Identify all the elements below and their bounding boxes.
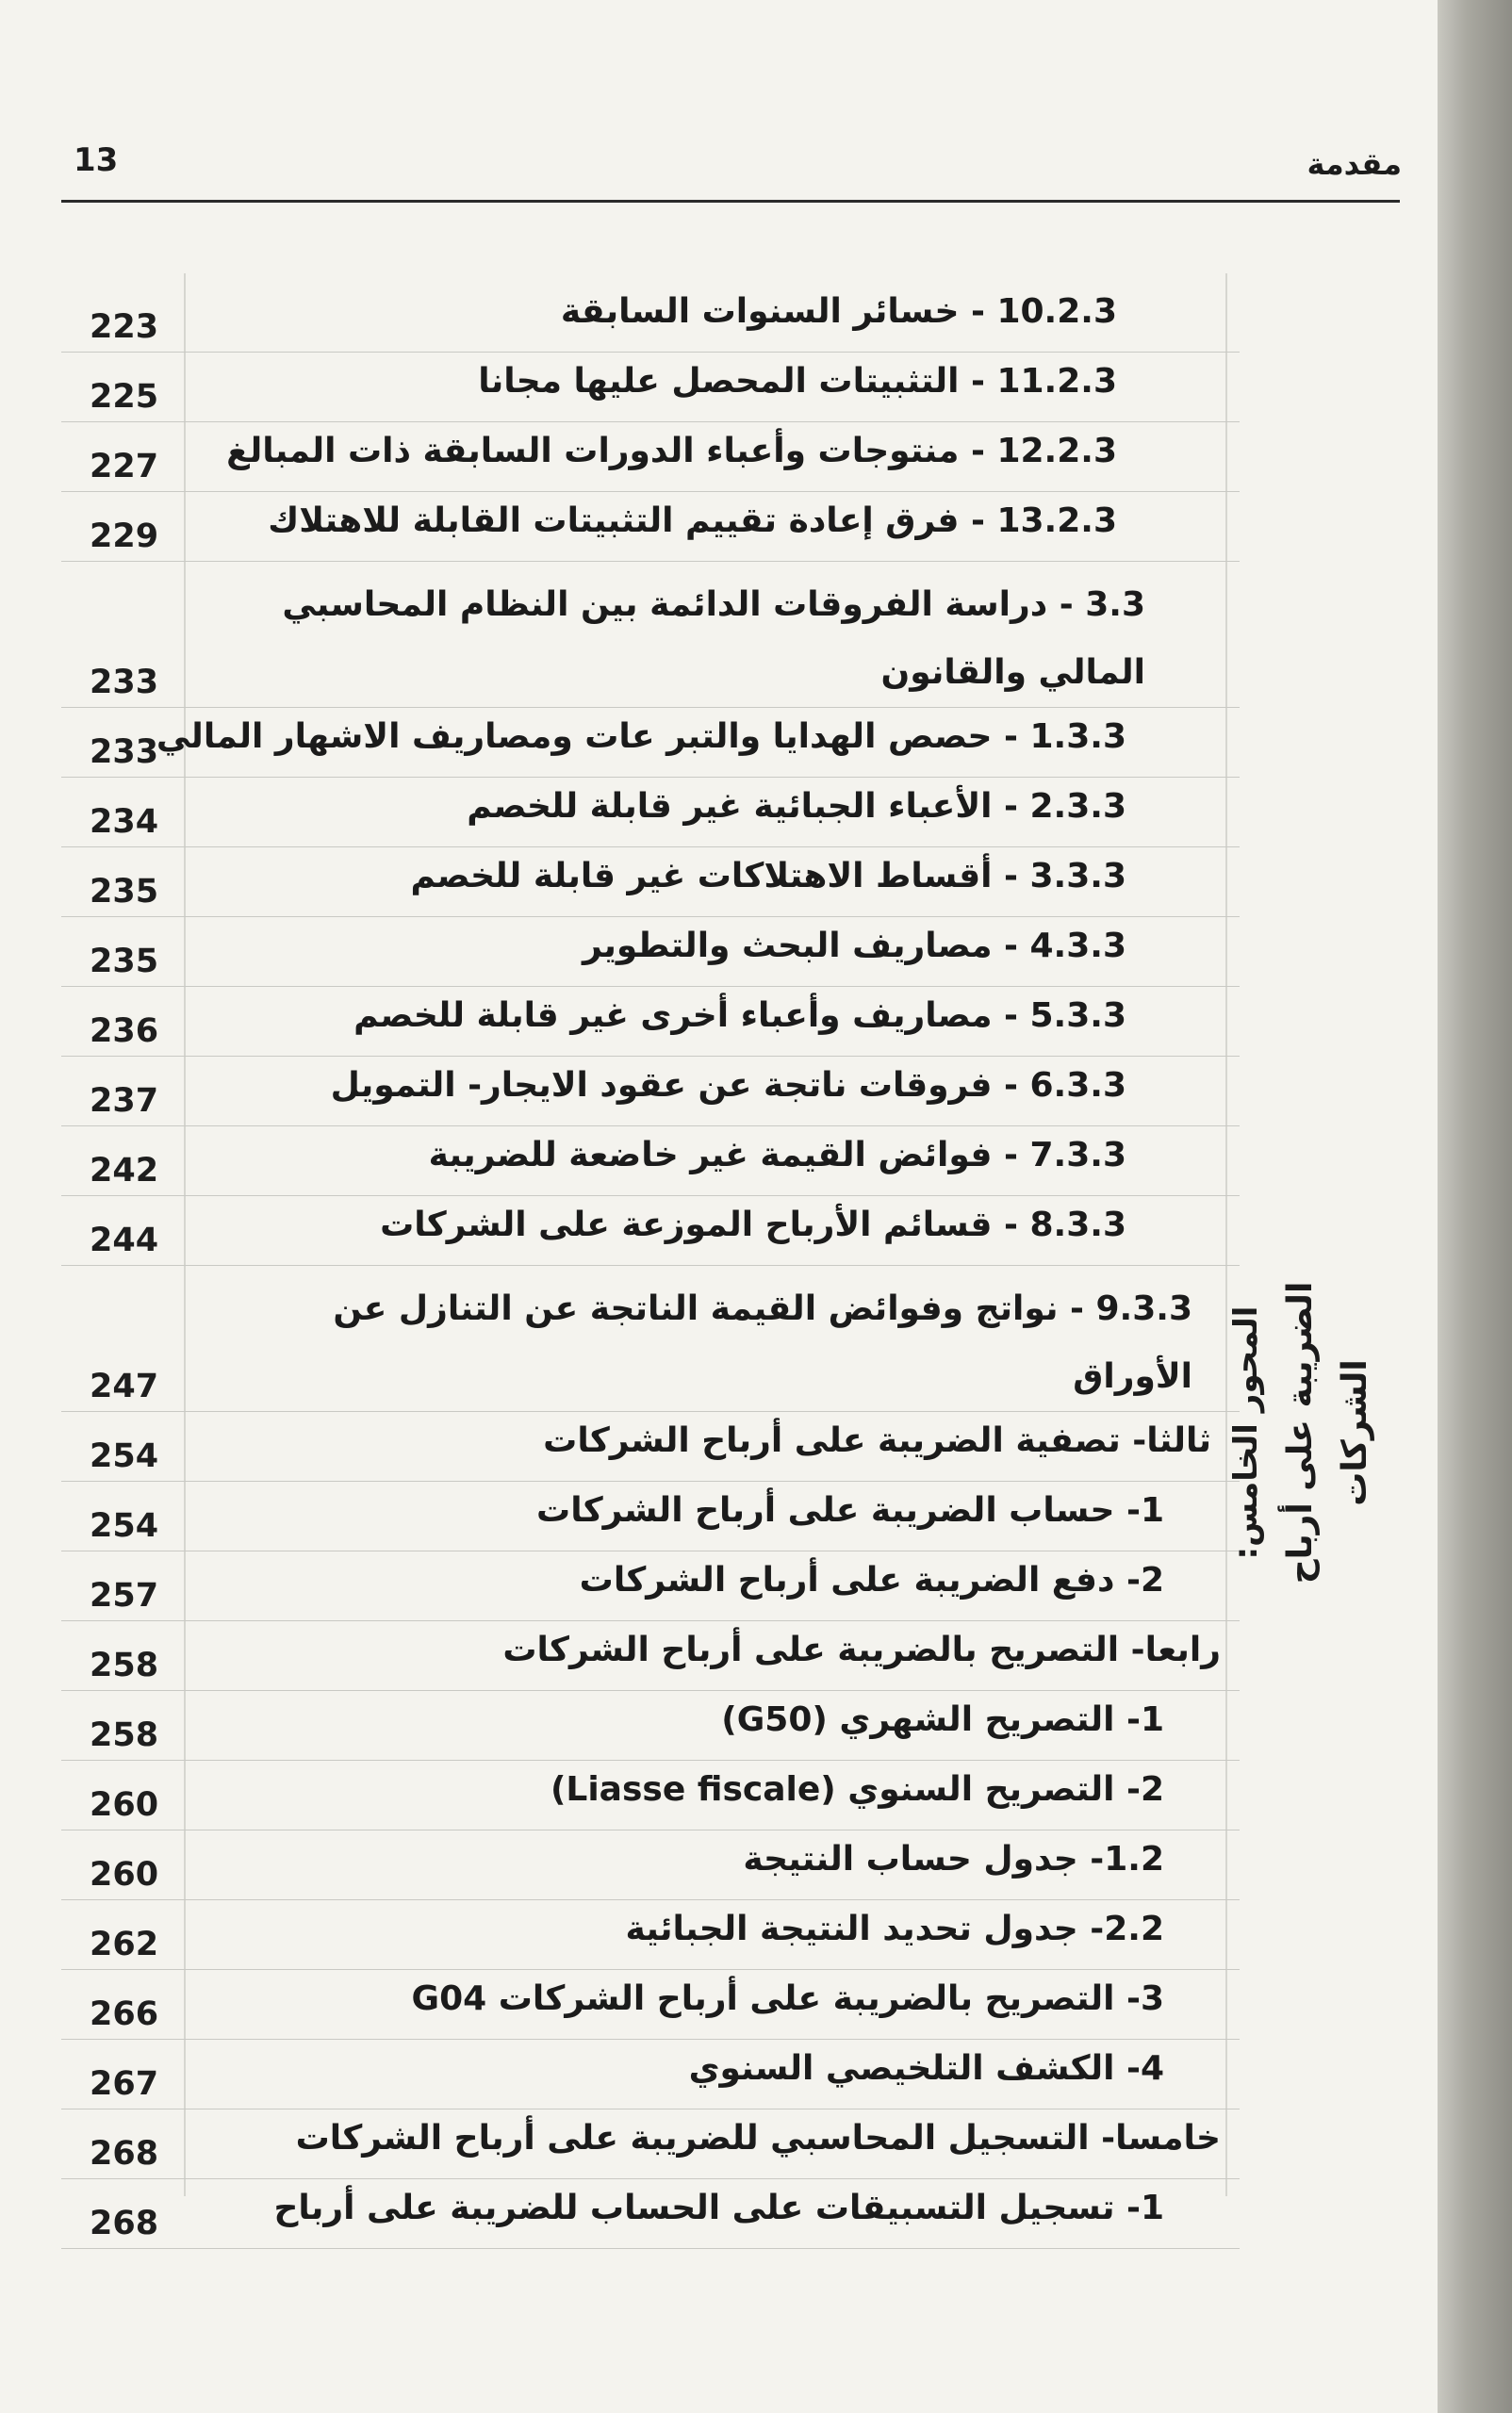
toc-row: [61, 1900, 1240, 1970]
chapter-title: الضريبة على أرباح الشركات: [1281, 1281, 1374, 1584]
book-page-edge: [1438, 0, 1512, 2413]
toc-entry: 3.3.3 - أقساط الاهتلاكات غير قابلة للخصم: [410, 857, 1126, 895]
chapter-label: المحور الخامس:: [1227, 1305, 1265, 1560]
toc-row: [61, 2040, 1240, 2109]
toc-entry: 12.2.3 - منتوجات وأعباء الدورات السابقة ذات المبالغ: [226, 432, 1117, 470]
toc-entry: 10.2.3 - خسائر السنوات السابقة: [560, 292, 1117, 331]
toc-entry: 6.3.3 - فروقات ناتجة عن عقود الايجار- التمويل: [330, 1066, 1126, 1105]
toc-row: [61, 353, 1240, 422]
toc-entry: 1- حساب الضريبة على أرباح الشركات: [536, 1491, 1164, 1530]
toc-page: 267: [90, 2065, 159, 2103]
toc-row: [61, 778, 1240, 847]
toc-page: 233: [90, 664, 159, 701]
toc-row: [61, 1830, 1240, 1900]
toc-entry: 4.3.3 - مصاريف البحث والتطوير: [582, 927, 1126, 965]
chapter-side-title: [1225, 1206, 1376, 1659]
toc-page: 258: [90, 1647, 159, 1684]
table-of-contents: [61, 283, 1240, 2249]
toc-row: [61, 708, 1240, 778]
toc-entry: خامسا- التسجيل المحاسبي للضريبة على أرباح الشركات: [295, 2119, 1221, 2158]
toc-page: 266: [90, 1995, 159, 2033]
toc-page: 229: [90, 517, 159, 555]
toc-row: [61, 562, 1240, 708]
toc-row: [61, 2179, 1240, 2249]
toc-page: 237: [90, 1082, 159, 1120]
toc-entry: رابعا- التصريح بالضريبة على أرباح الشركات: [502, 1631, 1221, 1669]
toc-page: 247: [90, 1368, 159, 1405]
toc-page: 260: [90, 1786, 159, 1824]
toc-entry: 2.3.3 - الأعباء الجبائية غير قابلة للخصم: [467, 787, 1126, 826]
toc-row: [61, 917, 1240, 987]
toc-row: [61, 847, 1240, 917]
toc-row: [61, 283, 1240, 353]
toc-page: 225: [90, 378, 159, 416]
toc-page: 254: [90, 1507, 159, 1545]
toc-row: [61, 1266, 1240, 1412]
toc-row: [61, 987, 1240, 1057]
toc-page: 234: [90, 803, 159, 841]
toc-row: [61, 1621, 1240, 1691]
toc-entry: 11.2.3 - التثبيتات المحصل عليها مجانا: [478, 362, 1117, 401]
toc-row: [61, 1970, 1240, 2040]
toc-page: 236: [90, 1012, 159, 1050]
toc-page: 235: [90, 943, 159, 980]
toc-entry: 2- دفع الضريبة على أرباح الشركات: [579, 1561, 1164, 1600]
toc-entry: 2.2- جدول تحديد النتيجة الجبائية: [625, 1910, 1164, 1948]
toc-page: 268: [90, 2135, 159, 2173]
page-number: 13: [74, 141, 119, 179]
header-rule: [61, 200, 1400, 203]
toc-entry: 1- التصريح الشهري (G50): [721, 1700, 1164, 1739]
toc-row: [61, 1196, 1240, 1266]
toc-page: 233: [90, 733, 159, 771]
toc-page: 254: [90, 1437, 159, 1475]
toc-entry: 4- الكشف التلخيصي السنوي: [688, 2049, 1164, 2088]
toc-row: [61, 1126, 1240, 1196]
toc-page: 242: [90, 1152, 159, 1190]
toc-entry: 5.3.3 - مصاريف وأعباء أخرى غير قابلة للخصم: [353, 996, 1126, 1035]
toc-entry: 13.2.3 - فرق إعادة تقييم التثبيتات القابلة للاهتلاك: [268, 501, 1117, 540]
toc-entry: 3- التصريح بالضريبة على أرباح الشركات G04: [411, 1979, 1164, 2018]
toc-page: 244: [90, 1222, 159, 1259]
toc-row: [61, 1691, 1240, 1761]
toc-page: 235: [90, 873, 159, 911]
toc-page: 258: [90, 1716, 159, 1754]
toc-entry: 9.3.3 - نواتج وفوائض القيمة الناتجة عن التنازل عن الأوراق: [333, 1289, 1192, 1396]
toc-row: [61, 1482, 1240, 1551]
toc-entry: 3.3 - دراسة الفروقات الدائمة بين النظام المحاسبي المالي والقانون: [282, 585, 1145, 692]
toc-page: 223: [90, 308, 159, 346]
toc-row: [61, 2109, 1240, 2179]
toc-page: 262: [90, 1926, 159, 1963]
toc-entry: 7.3.3 - فوائض القيمة غير خاضعة للضريبة: [428, 1136, 1126, 1174]
toc-page: 257: [90, 1577, 159, 1615]
toc-page: 260: [90, 1856, 159, 1894]
toc-entry: 1.3.3 - حصص الهدايا والتبر عات ومصاريف الاشهار المالي: [156, 717, 1126, 756]
toc-row: [61, 1551, 1240, 1621]
toc-entry: 1- تسجيل التسبيقات على الحساب للضريبة على أرباح: [273, 2189, 1164, 2227]
toc-row: [61, 1761, 1240, 1830]
toc-row: [61, 422, 1240, 492]
toc-page: 227: [90, 448, 159, 485]
toc-row: [61, 1412, 1240, 1482]
toc-entry: 1.2- جدول حساب النتيجة: [743, 1840, 1164, 1879]
toc-row: [61, 492, 1240, 562]
toc-entry: 2- التصريح السنوي (Liasse fiscale): [550, 1770, 1164, 1809]
toc-entry: ثالثا- تصفية الضريبة على أرباح الشركات: [543, 1421, 1211, 1460]
toc-entry: 8.3.3 - قسائم الأرباح الموزعة على الشركات: [380, 1206, 1126, 1244]
toc-page: 268: [90, 2205, 159, 2242]
toc-row: [61, 1057, 1240, 1126]
running-header: مقدمة: [1307, 146, 1402, 182]
